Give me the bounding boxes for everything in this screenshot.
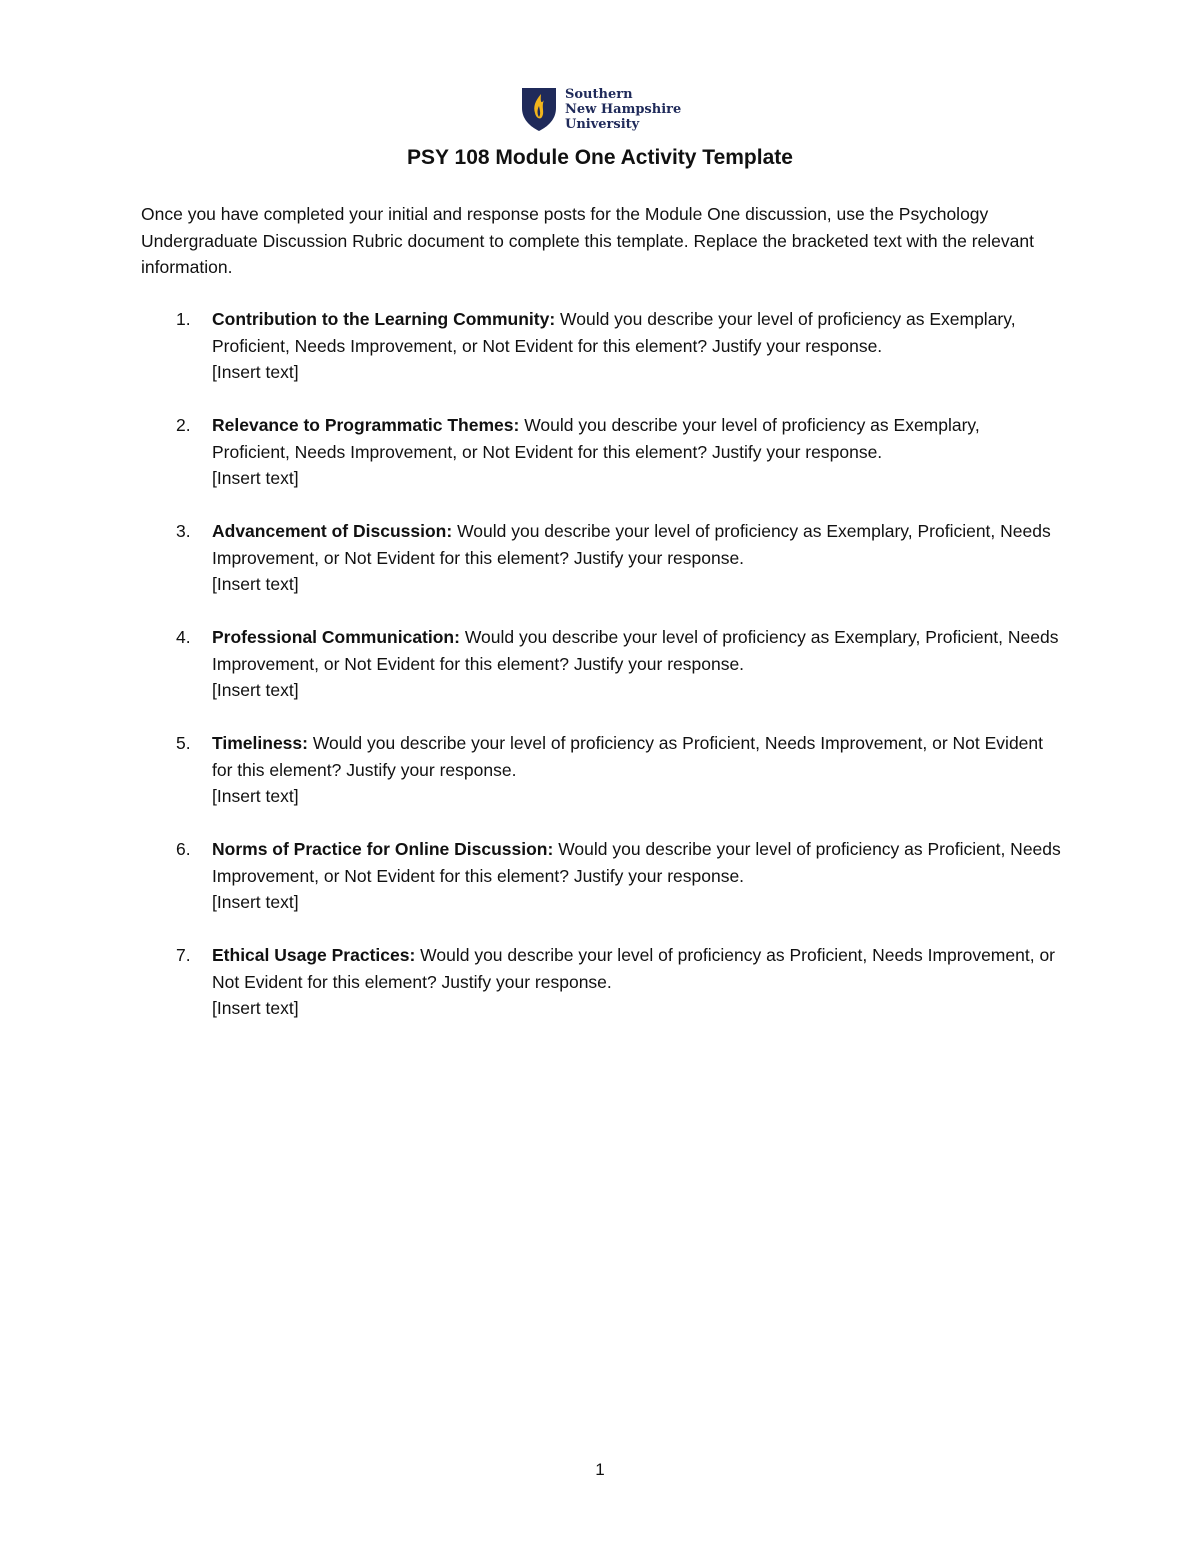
question-title: Ethical Usage Practices: (212, 945, 416, 965)
question-prompt: Would you describe your level of proficiency as Exemplary, Proficient, Needs Improvement, or Not Evident for this element? Justify your response. (212, 309, 1016, 356)
insert-text-placeholder[interactable]: [Insert text] (212, 362, 299, 382)
question-number: 2. (176, 415, 191, 435)
question-list (141, 306, 1061, 1048)
question-title: Contribution to the Learning Community: (212, 309, 556, 329)
question-item (141, 412, 1061, 492)
insert-text-placeholder[interactable]: [Insert text] (212, 998, 299, 1018)
question-number: 1. (176, 309, 191, 329)
university-logo (520, 84, 690, 134)
page-number: 1 (595, 1460, 605, 1479)
question-item (141, 306, 1061, 386)
question-item (141, 730, 1061, 810)
question-item (141, 836, 1061, 916)
question-title: Professional Communication: (212, 627, 460, 647)
question-prompt: Would you describe your level of proficiency as Exemplary, Proficient, Needs Improvement, or Not Evident for this element? Justify your response. (212, 627, 1059, 674)
question-title: Timeliness: (212, 733, 308, 753)
logo-wordmark: Southern New Hampshire University (565, 86, 682, 132)
question-prompt: Would you describe your level of proficiency as Exemplary, Proficient, Needs Improvement, or Not Evident for this element? Justify your response. (212, 415, 980, 462)
insert-text-placeholder[interactable]: [Insert text] (212, 892, 299, 912)
intro-paragraph: Once you have completed your initial and response posts for the Module One discussion, use the Psychology Undergraduate Discussion Rubric document to complete this template. Replace the bracketed text with the relevant information. (141, 204, 1034, 277)
insert-text-placeholder[interactable]: [Insert text] (212, 680, 299, 700)
question-prompt: Would you describe your level of proficiency as Exemplary, Proficient, Needs Improvement, or Not Evident for this element? Justify your response. (212, 521, 1051, 568)
question-item (141, 624, 1061, 704)
insert-text-placeholder[interactable]: [Insert text] (212, 468, 299, 488)
question-number: 6. (176, 839, 191, 859)
question-title: Advancement of Discussion: (212, 521, 453, 541)
question-title: Norms of Practice for Online Discussion: (212, 839, 554, 859)
question-number: 7. (176, 945, 191, 965)
question-item (141, 518, 1061, 598)
shield-flame-icon (520, 86, 558, 132)
question-number: 4. (176, 627, 191, 647)
question-title: Relevance to Programmatic Themes: (212, 415, 520, 435)
question-prompt: Would you describe your level of proficiency as Proficient, Needs Improvement, or Not Evident for this element? Justify your response. (212, 945, 1055, 992)
question-prompt: Would you describe your level of proficiency as Proficient, Needs Improvement, or Not Evident for this element? Justify your response. (212, 733, 1043, 780)
question-item (141, 942, 1061, 1022)
question-number: 5. (176, 733, 191, 753)
insert-text-placeholder[interactable]: [Insert text] (212, 786, 299, 806)
page-title: PSY 108 Module One Activity Template (407, 146, 793, 169)
question-number: 3. (176, 521, 191, 541)
question-prompt: Would you describe your level of proficiency as Proficient, Needs Improvement, or Not Evident for this element? Justify your response. (212, 839, 1061, 886)
insert-text-placeholder[interactable]: [Insert text] (212, 574, 299, 594)
